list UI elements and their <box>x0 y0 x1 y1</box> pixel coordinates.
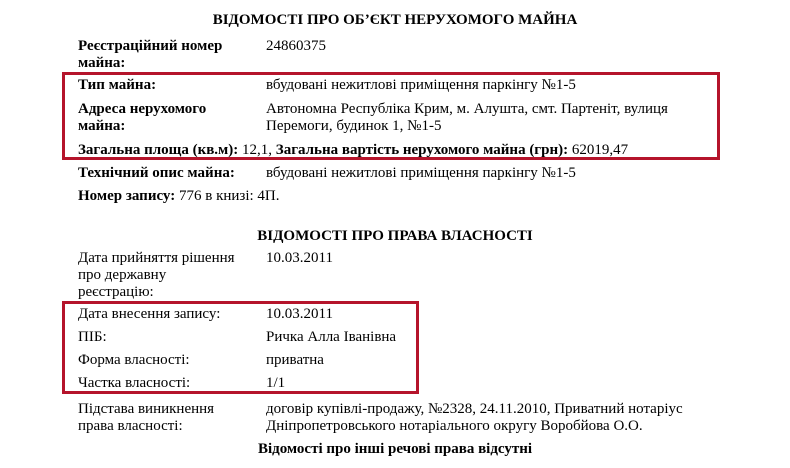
record-number-value: 776 в книзі: 4П. <box>178 188 280 204</box>
ownership-basis-label-cont: права власності: <box>78 418 183 434</box>
decision-date-label: Дата прийняття рішення <box>78 250 235 266</box>
cost-value: 62019,47 <box>571 142 629 158</box>
ownership-basis-value: договір купівлі-продажу, №2328, 24.11.2010, Приватний нотаріус <box>266 401 683 417</box>
record-number-line <box>78 188 280 205</box>
ownership-basis-value-cont: Дніпропетровського нотаріального округу Воробйова О.О. <box>266 418 643 434</box>
object-section-title: ВІДОМОСТІ ПРО ОБ’ЄКТ НЕРУХОМОГО МАЙНА <box>212 12 578 28</box>
ownership-share-value: 1/1 <box>266 375 286 391</box>
reg-number-label-cont: майна: <box>78 55 126 71</box>
reg-number-value: 24860375 <box>266 38 326 54</box>
decision-date-label-cont: про державну <box>78 267 167 283</box>
cost-label: Загальна вартість нерухомого майна (грн): <box>275 142 569 158</box>
area-cost-line <box>78 142 628 159</box>
ownership-form-value: приватна <box>266 352 324 368</box>
other-rights-note: Відомості про інші речові права відсутні <box>257 441 533 457</box>
rights-section-title: ВІДОМОСТІ ПРО ПРАВА ВЛАСНОСТІ <box>257 228 533 244</box>
decision-date-label-cont2: реєстрацію: <box>78 284 154 300</box>
property-type-label: Тип майна: <box>78 77 157 93</box>
area-label: Загальна площа (кв.м): <box>78 142 239 158</box>
address-value: Автономна Республіка Крим, м. Алушта, смт. Партеніт, вулиця <box>266 101 668 117</box>
record-number-label: Номер запису: <box>78 188 176 204</box>
owner-name-value: Ричка Алла Іванівна <box>266 329 397 345</box>
address-label-cont: майна: <box>78 118 126 134</box>
address-label: Адреса нерухомого <box>78 101 207 117</box>
owner-name-label: ПІБ: <box>78 329 107 345</box>
decision-date-value: 10.03.2011 <box>266 250 333 266</box>
ownership-basis-label: Підстава виникнення <box>78 401 215 417</box>
address-value-cont: Перемоги, будинок 1, №1-5 <box>266 118 442 134</box>
ownership-form-label: Форма власності: <box>78 352 190 368</box>
property-type-value: вбудовані нежитлові приміщення паркінгу №1-5 <box>266 77 576 93</box>
tech-description-label: Технічний опис майна: <box>78 165 235 181</box>
entry-date-value: 10.03.2011 <box>266 306 333 322</box>
ownership-share-label: Частка власності: <box>78 375 191 391</box>
entry-date-label: Дата внесення запису: <box>78 306 221 322</box>
reg-number-label: Реєстраційний номер <box>78 38 223 54</box>
area-value: 12,1, <box>242 142 273 158</box>
tech-description-value: вбудовані нежитлові приміщення паркінгу №1-5 <box>266 165 576 181</box>
